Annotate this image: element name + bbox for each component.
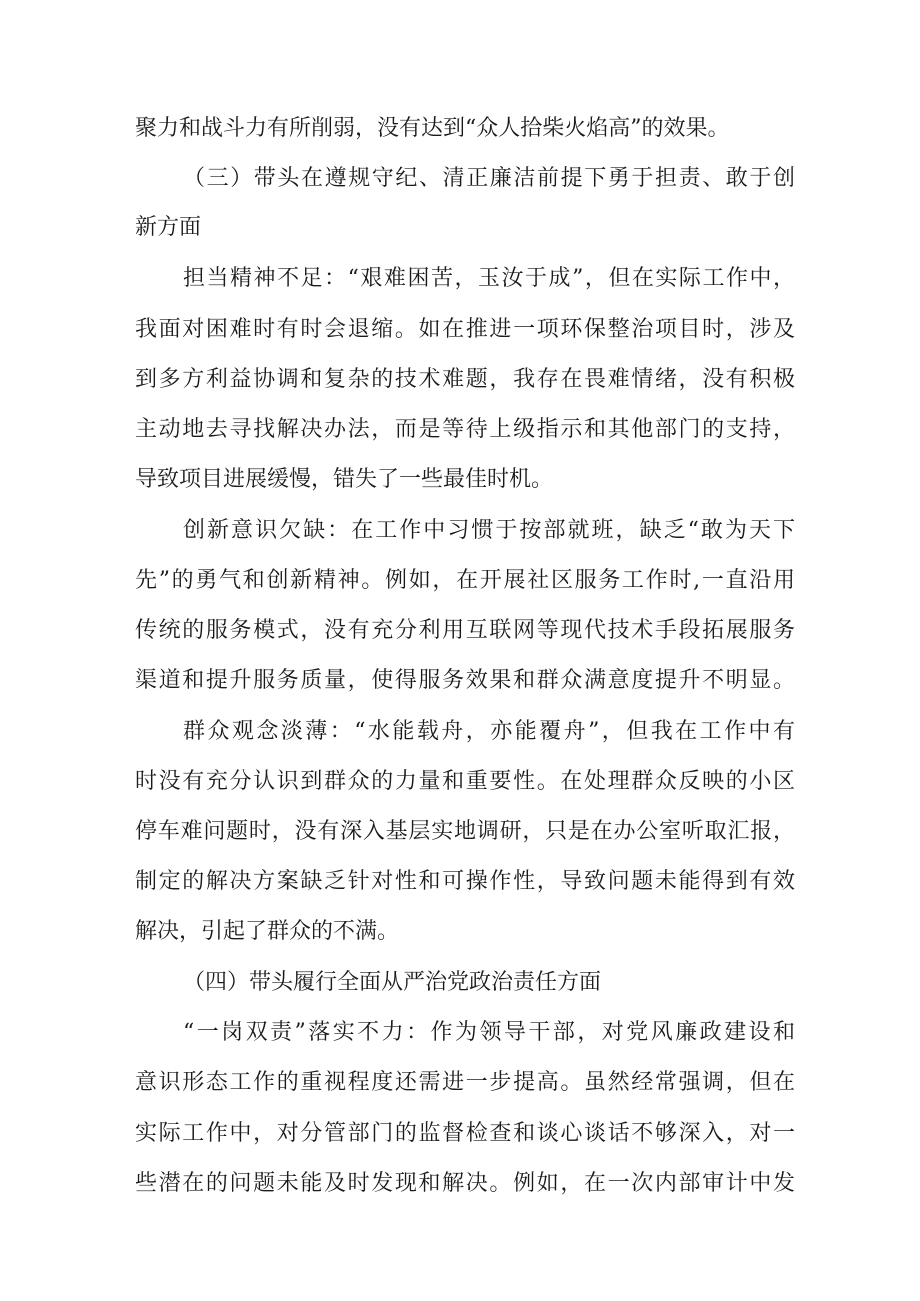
text-line-17: 解决，引起了群众的不满。 [135,919,400,944]
section-heading-4: （四）带头履行全面从严治党政治责任方面 [183,970,602,995]
text-line-16: 制定的解决方案缺乏针对性和可操作性，导致问题未能得到有效 [135,869,795,894]
text-line-4: 担当精神不足：“艰难困苦，玉汝于成”，但在实际工作中， [183,266,795,291]
text-line-8: 导致项目进展缓慢，错失了一些最佳时机。 [135,467,554,492]
section-heading-3-line-1: （三）带头在遵规守纪、清正廉洁前提下勇于担责、敢于创 [183,166,795,191]
text-line-7: 主动地去寻找解决办法，而是等待上级指示和其他部门的支持， [135,417,795,442]
text-line-21: 实际工作中，对分管部门的监督检查和谈心谈话不够深入，对一 [135,1121,795,1146]
text-line-22: 些潜在的问题未能及时发现和解决。例如，在一次内部审计中发 [135,1171,795,1196]
text-line-1: 聚力和战斗力有所削弱，没有达到“众人拾柴火焰高”的效果。 [135,116,730,141]
text-line-10: 先”的勇气和创新精神。例如，在开展社区服务工作时,一直沿用 [135,568,795,593]
text-line-19: “一岗双责”落实不力：作为领导干部，对党风廉政建设和 [183,1020,795,1045]
text-line-15: 停车难问题时，没有深入基层实地调研，只是在办公室听取汇报， [135,819,795,844]
text-line-9: 创新意识欠缺：在工作中习惯于按部就班，缺乏“敢为天下 [183,518,795,543]
section-heading-3-line-2: 新方面 [135,215,202,240]
text-line-14: 时没有充分认识到群众的力量和重要性。在处理群众反映的小区 [135,769,795,794]
text-line-6: 到多方利益协调和复杂的技术难题，我存在畏难情绪，没有积极 [135,367,795,392]
text-line-20: 意识形态工作的重视程度还需进一步提高。虽然经常强调，但在 [135,1070,795,1095]
text-line-13: 群众观念淡薄：“水能载舟，亦能覆舟”，但我在工作中有 [183,719,795,744]
text-line-12: 渠道和提升服务质量，使得服务效果和群众满意度提升不明显。 [135,668,795,693]
text-line-11: 传统的服务模式，没有充分利用互联网等现代技术手段拓展服务 [135,618,795,643]
text-line-5: 我面对困难时有时会退缩。如在推进一项环保整治项目时，涉及 [135,317,795,342]
